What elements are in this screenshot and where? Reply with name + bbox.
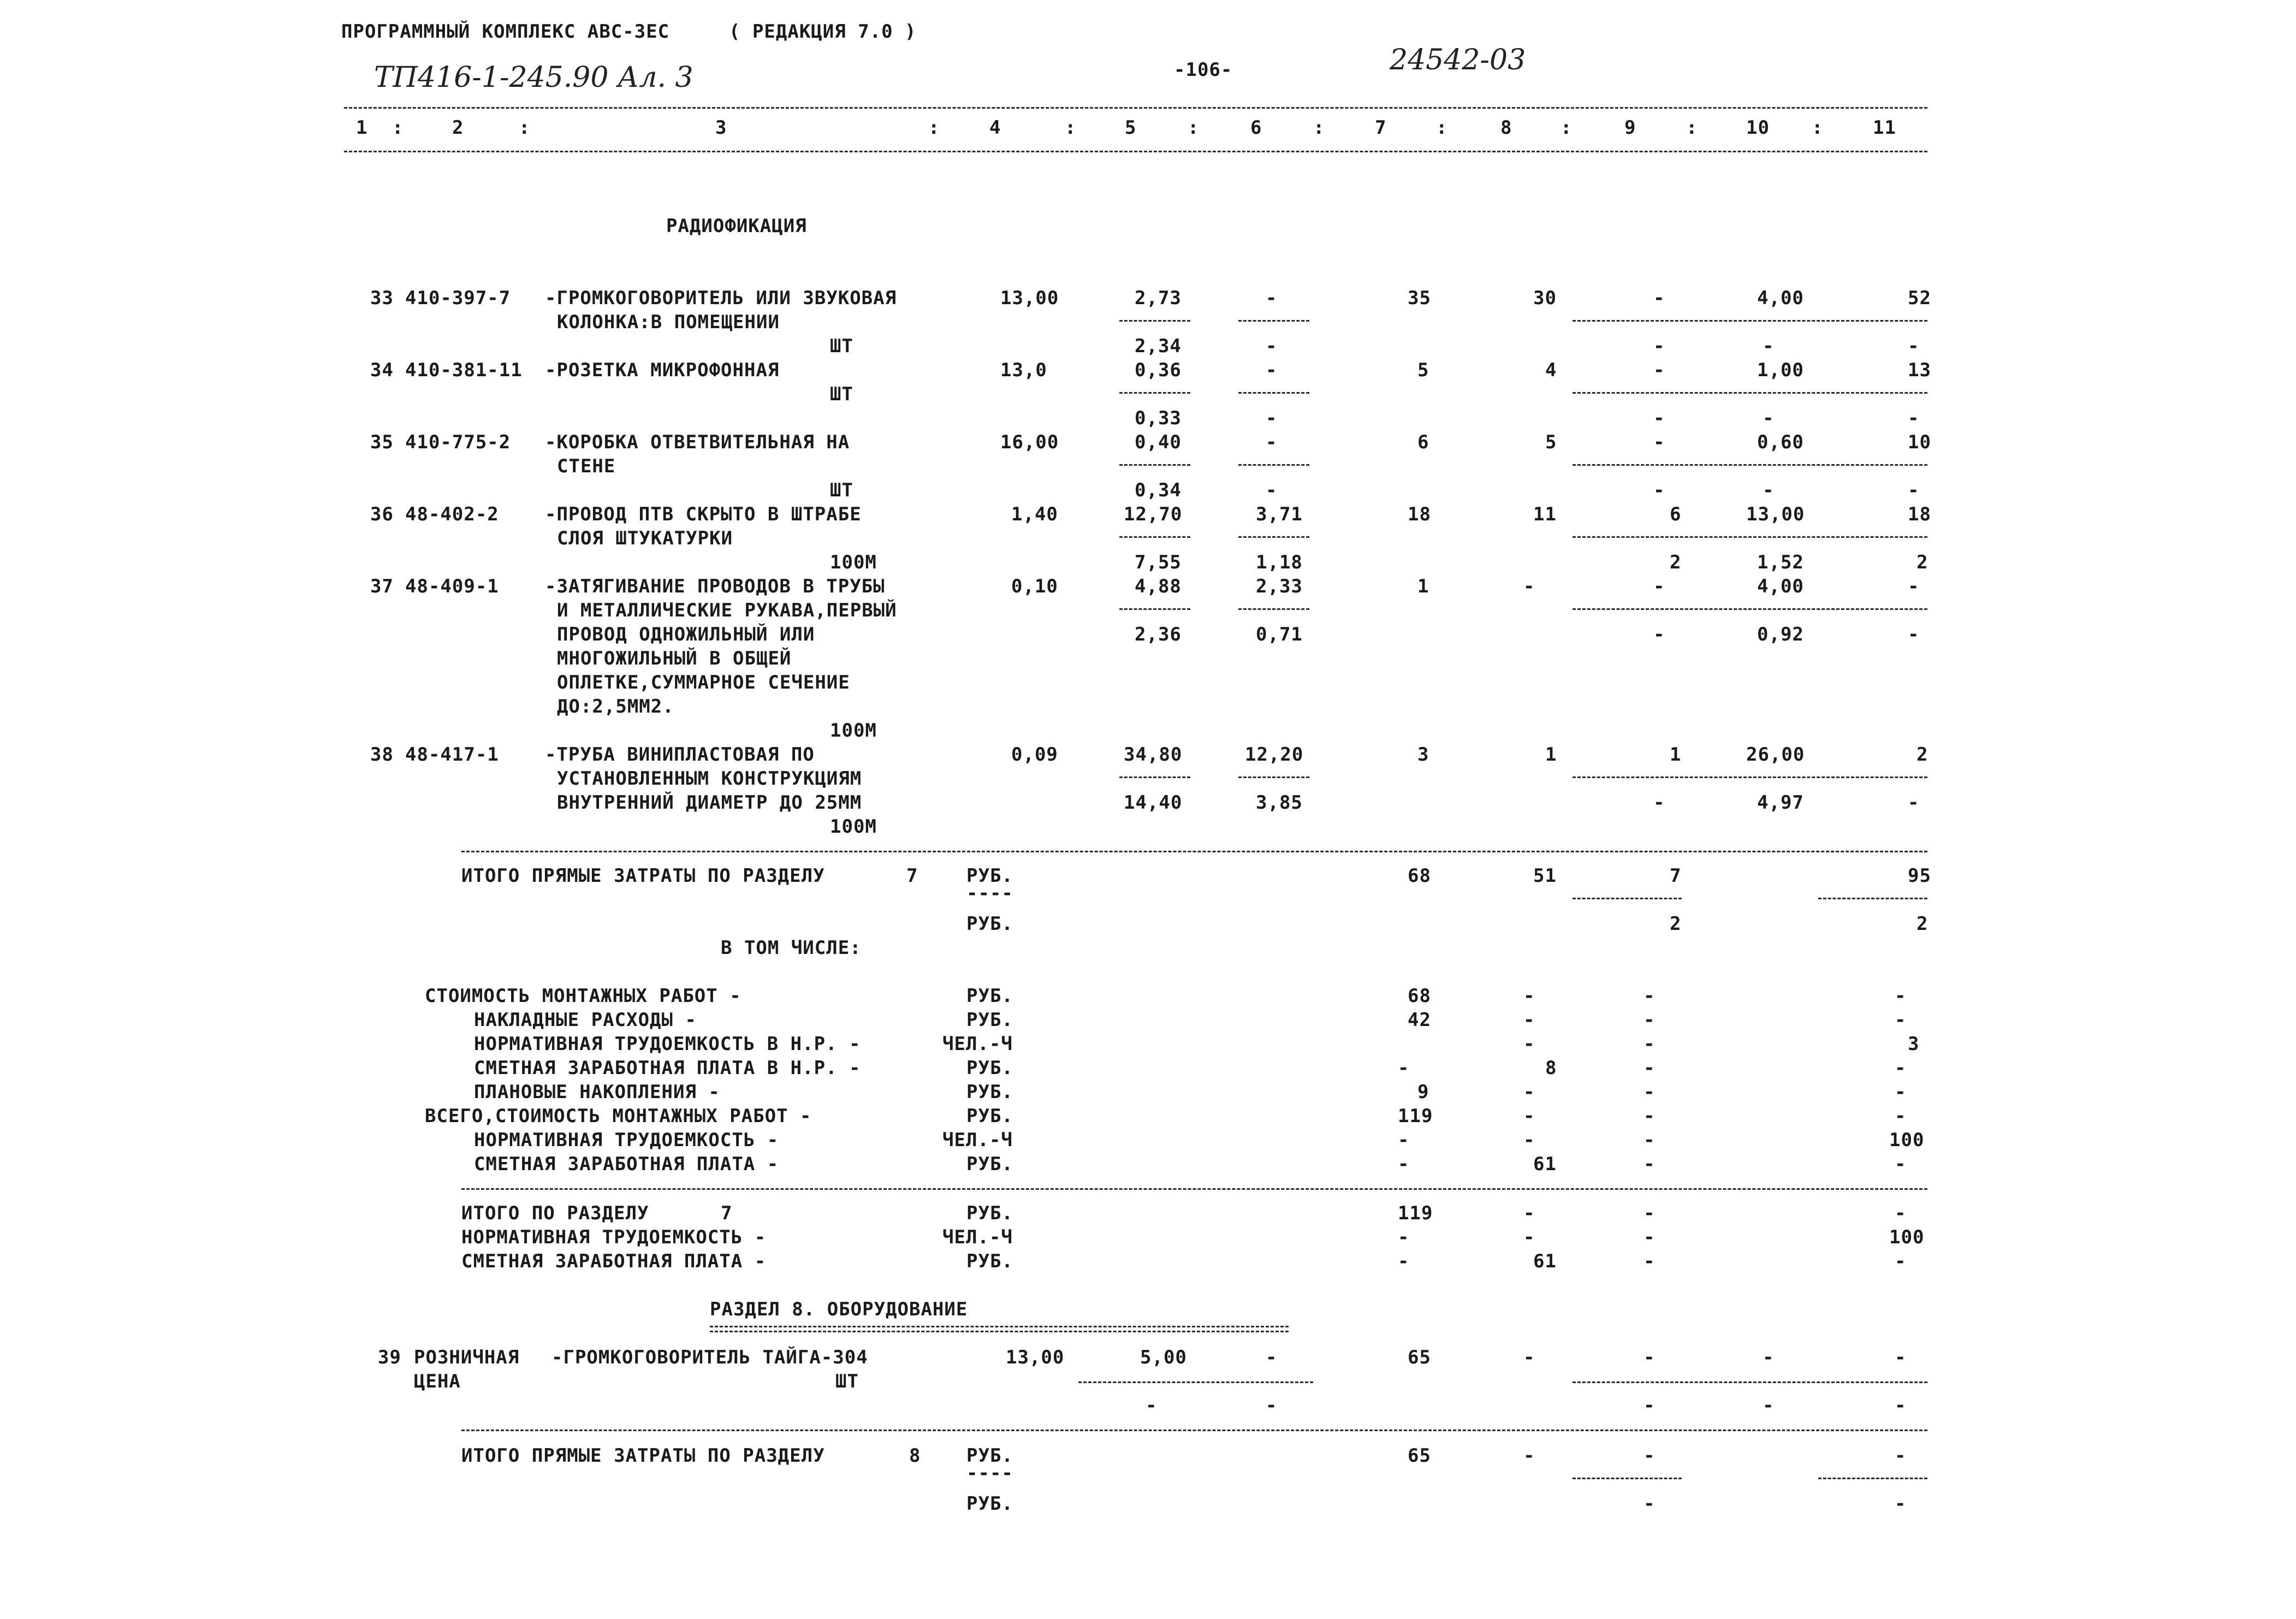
breakdown-c9: - [1644, 1033, 1656, 1055]
norm-code: 410-381-11 [405, 359, 523, 381]
col-sep: : [392, 117, 404, 139]
breakdown-unit: РУБ. [966, 1057, 1013, 1079]
breakdown-unit: РУБ. [966, 985, 1013, 1007]
breakdown-c7: - [1398, 1057, 1410, 1079]
cell-7: 6 [1417, 431, 1429, 453]
section-number: 7 [906, 865, 918, 887]
cell-6: 3,71 [1256, 503, 1303, 525]
cell-9: - [1653, 431, 1665, 453]
unit-separator: ---- [966, 882, 1013, 904]
row-number: 35 [370, 431, 394, 453]
breakdown-c11: 100 [1889, 1129, 1925, 1151]
breakdown-c11: 3 [1908, 1033, 1920, 1055]
description: ОПЛЕТКЕ,СУММАРНОЕ СЕЧЕНИЕ [557, 672, 850, 693]
cell-9b: - [1653, 624, 1665, 645]
cell-9b: - [1644, 1395, 1656, 1416]
cell-divider [1119, 776, 1190, 778]
cell-9b: - [1653, 792, 1665, 814]
cell-divider [1119, 464, 1190, 466]
breakdown-c7: - [1398, 1129, 1410, 1151]
cell-divider [1238, 392, 1309, 394]
col-sep: : [1561, 117, 1573, 139]
cell-divider [1238, 608, 1309, 610]
cell-6: - [1266, 431, 1278, 453]
cell-6b: - [1266, 1395, 1278, 1416]
total-c11: - [1895, 1202, 1907, 1224]
cell-11b: - [1908, 407, 1920, 429]
cell-11b: 2 [1917, 551, 1929, 573]
cell-11: 95 [1908, 865, 1931, 887]
cell-divider [1573, 776, 1927, 778]
page-number: -106- [1174, 59, 1233, 81]
breakdown-label: СТОИМОСТЬ МОНТАЖНЫХ РАБОТ - [425, 985, 741, 1007]
cell-6b: - [1266, 335, 1278, 357]
cell-11: 2 [1917, 744, 1929, 766]
unit: 100М [830, 551, 877, 573]
breakdown-label: СМЕТНАЯ ЗАРАБОТНАЯ ПЛАТА - [474, 1153, 779, 1175]
row-number: 33 [370, 287, 394, 309]
cell-8: - [1523, 1445, 1535, 1467]
cell-10: 0,60 [1757, 431, 1804, 453]
col-9: 9 [1624, 117, 1636, 139]
cell-7: 65 [1408, 1445, 1431, 1467]
breakdown-label: НАКЛАДНЫЕ РАСХОДЫ - [474, 1009, 697, 1031]
total-c8: - [1523, 1202, 1535, 1224]
cell-11b: - [1895, 1395, 1907, 1416]
breakdown-c8: - [1523, 1129, 1535, 1151]
cell-11: 52 [1908, 287, 1931, 309]
section8-title: РАЗДЕЛ 8. ОБОРУДОВАНИЕ [710, 1298, 968, 1320]
col-11: 11 [1873, 117, 1896, 139]
cell-9b: - [1644, 1493, 1656, 1515]
cell-9b: 2 [1670, 551, 1682, 573]
cell-10b: - [1763, 335, 1775, 357]
cell-9: - [1653, 359, 1665, 381]
cell-10b: 1,52 [1757, 551, 1804, 573]
cell-6b: 0,71 [1256, 624, 1303, 645]
cell-divider [1238, 776, 1309, 778]
cell-divider [1573, 1478, 1682, 1479]
cell-divider [1119, 320, 1190, 322]
cell-divider [1573, 608, 1927, 610]
cell-5: 12,70 [1124, 503, 1183, 525]
cell-10: 1,00 [1757, 359, 1804, 381]
cell-11: - [1908, 576, 1920, 597]
description: -ГРОМКОГОВОРИТЕЛЬ ТАЙГА-304 [551, 1347, 868, 1368]
col-2: 2 [452, 117, 464, 139]
total-c8: - [1523, 1226, 1535, 1248]
total-label: ИТОГО ПРЯМЫЕ ЗАТРАТЫ ПО РАЗДЕЛУ [461, 1445, 825, 1467]
cell-10: - [1763, 1347, 1775, 1368]
breakdown-unit: РУБ. [966, 1105, 1013, 1127]
cell-9: - [1644, 1347, 1656, 1368]
cell-11b: - [1908, 792, 1920, 814]
cell-11: 13 [1908, 359, 1931, 381]
cell-10: 4,00 [1757, 287, 1804, 309]
cell-9b: 2 [1670, 913, 1682, 935]
unit: ШТ [830, 383, 853, 405]
breakdown-label: ПЛАНОВЫЕ НАКОПЛЕНИЯ - [474, 1081, 720, 1103]
cell-6: 2,33 [1256, 576, 1303, 597]
cell-8: 11 [1533, 503, 1557, 525]
cell-divider [1818, 898, 1927, 899]
cell-11: 18 [1908, 503, 1931, 525]
description: СТЕНЕ [557, 455, 616, 477]
edition-label: ( РЕДАКЦИЯ 7.0 ) [729, 21, 917, 43]
col-sep: : [1065, 117, 1077, 139]
cell-8: - [1523, 576, 1535, 597]
cell-7: 35 [1408, 287, 1431, 309]
breakdown-c11: - [1895, 1057, 1907, 1079]
total-c7: 119 [1398, 1202, 1433, 1224]
cell-5b: 14,40 [1124, 792, 1183, 814]
header-rule-top [344, 107, 1927, 109]
cell-11b: - [1895, 1493, 1907, 1515]
col-1: 1 [356, 117, 368, 139]
total-label: ИТОГО ПО РАЗДЕЛУ [461, 1202, 649, 1224]
cell-divider [1573, 536, 1927, 538]
cell-5b: 7,55 [1135, 551, 1182, 573]
total-unit: РУБ. [966, 1202, 1013, 1224]
cell-11: - [1895, 1347, 1907, 1368]
cell-9: 1 [1670, 744, 1682, 766]
breakdown-label: ВСЕГО,СТОИМОСТЬ МОНТАЖНЫХ РАБОТ - [425, 1105, 812, 1127]
breakdown-unit: РУБ. [966, 1009, 1013, 1031]
breakdown-c8: - [1523, 1009, 1535, 1031]
total-c8: 61 [1533, 1250, 1557, 1272]
breakdown-c8: - [1523, 1033, 1535, 1055]
cell-6: - [1266, 1347, 1278, 1368]
norm-code: 48-409-1 [405, 576, 499, 597]
cell-9b: - [1653, 479, 1665, 501]
description: СЛОЯ ШТУКАТУРКИ [557, 527, 733, 549]
unit: 100М [830, 816, 877, 838]
cell-5b: 2,34 [1135, 335, 1182, 357]
cell-10b: 4,97 [1757, 792, 1804, 814]
breakdown-c9: - [1644, 1081, 1656, 1103]
cell-10: 4,00 [1757, 576, 1804, 597]
cell-8: 30 [1533, 287, 1557, 309]
cell-7: 3 [1417, 744, 1429, 766]
col-7: 7 [1375, 117, 1387, 139]
cell-6b: 1,18 [1256, 551, 1303, 573]
section-rule [461, 1430, 1927, 1431]
total-label: НОРМАТИВНАЯ ТРУДОЕМКОСТЬ - [461, 1226, 767, 1248]
unit-separator: ---- [966, 1462, 1013, 1484]
total-c11: - [1895, 1250, 1907, 1272]
cell-11b: - [1908, 335, 1920, 357]
col-sep: : [1812, 117, 1824, 139]
cell-7: 1 [1417, 576, 1429, 597]
cell-11b: - [1908, 624, 1920, 645]
cell-8: 4 [1545, 359, 1557, 381]
cell-8: 1 [1545, 744, 1557, 766]
breakdown-c7: 42 [1408, 1009, 1431, 1031]
cell-6b: - [1266, 479, 1278, 501]
unit: ШТ [830, 335, 853, 357]
cell-divider [1573, 898, 1682, 899]
description: -ТРУБА ВИНИПЛАСТОВАЯ ПО [545, 744, 815, 766]
breakdown-c11: - [1895, 985, 1907, 1007]
total-c7: - [1398, 1226, 1410, 1248]
breakdown-c7: - [1398, 1153, 1410, 1175]
cell-7: 18 [1408, 503, 1431, 525]
row-number: 36 [370, 503, 394, 525]
breakdown-c8: - [1523, 1105, 1535, 1127]
breakdown-c11: - [1895, 1105, 1907, 1127]
cell-10b: - [1763, 407, 1775, 429]
description: И МЕТАЛЛИЧЕСКИЕ РУКАВА,ПЕРВЫЙ [557, 600, 897, 621]
cell-11b: - [1908, 479, 1920, 501]
breakdown-unit: РУБ. [966, 1081, 1013, 1103]
cell-11: - [1895, 1445, 1907, 1467]
section-rule [461, 1188, 1927, 1190]
cell-10: 26,00 [1746, 744, 1805, 766]
cell-5b: 2,36 [1135, 624, 1182, 645]
section-number: 7 [721, 1202, 733, 1224]
currency-unit: РУБ. [966, 913, 1013, 935]
total-unit: ЧЕЛ.-Ч [942, 1226, 1013, 1248]
currency-unit: РУБ. [966, 1493, 1013, 1515]
document-code-handwritten: 24542-03 [1390, 44, 1526, 76]
breakdown-label: НОРМАТИВНАЯ ТРУДОЕМКОСТЬ - [474, 1129, 779, 1151]
norm-code: 48-402-2 [405, 503, 499, 525]
total-c9: - [1644, 1250, 1656, 1272]
cell-8: 5 [1545, 431, 1557, 453]
breakdown-unit: ЧЕЛ.-Ч [942, 1129, 1013, 1151]
quantity: 13,00 [1000, 287, 1059, 309]
row-number: 38 [370, 744, 394, 766]
quantity: 1,40 [1011, 503, 1058, 525]
norm-code: 410-775-2 [405, 431, 511, 453]
cell-9b: - [1653, 407, 1665, 429]
quantity: 16,00 [1000, 431, 1059, 453]
description: УСТАНОВЛЕННЫМ КОНСТРУКЦИЯМ [557, 768, 862, 790]
including-label: В ТОМ ЧИСЛЕ: [721, 937, 862, 959]
quantity: 13,0 [1000, 359, 1047, 381]
breakdown-label: НОРМАТИВНАЯ ТРУДОЕМКОСТЬ В Н.Р. - [474, 1033, 861, 1055]
quantity: 13,00 [1006, 1347, 1065, 1368]
breakdown-c9: - [1644, 1009, 1656, 1031]
cell-7: 68 [1408, 865, 1431, 887]
price-type: ЦЕНА [414, 1371, 461, 1392]
cell-6: 12,20 [1245, 744, 1304, 766]
col-4: 4 [989, 117, 1001, 139]
currency-unit: РУБ. [966, 865, 1013, 887]
cell-6b: - [1266, 407, 1278, 429]
cell-divider [1573, 1381, 1927, 1383]
cell-divider [1573, 464, 1927, 466]
cell-divider [1573, 392, 1927, 394]
cell-5: 5,00 [1140, 1347, 1187, 1368]
cell-11b: 2 [1917, 913, 1929, 935]
col-10: 10 [1746, 117, 1770, 139]
project-code-handwritten: ТП416-1-245.90 Ал. 3 [374, 61, 693, 94]
header-rule-bottom [344, 151, 1927, 152]
section-number: 8 [909, 1445, 921, 1467]
cell-5: 2,73 [1135, 287, 1182, 309]
breakdown-c11: - [1895, 1081, 1907, 1103]
col-5: 5 [1125, 117, 1137, 139]
breakdown-c11: - [1895, 1153, 1907, 1175]
breakdown-c8: - [1523, 985, 1535, 1007]
row-number: 34 [370, 359, 394, 381]
unit: ШТ [835, 1371, 859, 1392]
cell-10: 13,00 [1746, 503, 1805, 525]
norm-code: 48-417-1 [405, 744, 499, 766]
cell-5: 0,40 [1135, 431, 1182, 453]
row-number: 39 [378, 1347, 401, 1368]
breakdown-unit: ЧЕЛ.-Ч [942, 1033, 1013, 1055]
col-sep: : [1436, 117, 1448, 139]
cell-divider [1238, 320, 1309, 322]
cell-divider [1238, 536, 1309, 538]
description: ДО:2,5ММ2. [557, 696, 674, 717]
total-unit: РУБ. [966, 1250, 1013, 1272]
cell-7: 5 [1417, 359, 1429, 381]
cell-divider [1238, 464, 1309, 466]
section-rule [461, 851, 1927, 852]
col-sep: : [1686, 117, 1698, 139]
cell-9: - [1644, 1445, 1656, 1467]
cell-6: - [1266, 359, 1278, 381]
cell-divider [1078, 1381, 1313, 1383]
description: МНОГОЖИЛЬНЫЙ В ОБЩЕЙ [557, 648, 792, 669]
breakdown-c8: 61 [1533, 1153, 1557, 1175]
cell-9: - [1653, 287, 1665, 309]
breakdown-c8: - [1523, 1081, 1535, 1103]
breakdown-c7: 9 [1417, 1081, 1429, 1103]
unit: ШТ [830, 479, 853, 501]
breakdown-c11: - [1895, 1009, 1907, 1031]
breakdown-c8: 8 [1545, 1057, 1557, 1079]
description: -ПРОВОД ПТВ СКРЫТО В ШТРАБЕ [545, 503, 862, 525]
cell-divider [1119, 536, 1190, 538]
cell-divider [1119, 608, 1190, 610]
cell-divider [1573, 320, 1927, 322]
cell-divider [1818, 1478, 1927, 1479]
program-title: ПРОГРАММНЫЙ КОМПЛЕКС АВС-3ЕС [341, 21, 670, 43]
section-title: РАДИОФИКАЦИЯ [666, 215, 807, 237]
total-c11: 100 [1889, 1226, 1925, 1248]
col-6: 6 [1250, 117, 1262, 139]
price-type: РОЗНИЧНАЯ [414, 1347, 520, 1368]
breakdown-c9: - [1644, 985, 1656, 1007]
cell-5b: 0,34 [1135, 479, 1182, 501]
description: КОЛОНКА:В ПОМЕЩЕНИИ [557, 311, 780, 333]
cell-11: 10 [1908, 431, 1931, 453]
cell-8: - [1523, 1347, 1535, 1368]
cell-5: 0,36 [1135, 359, 1182, 381]
cell-5b: - [1146, 1395, 1158, 1416]
total-c7: - [1398, 1250, 1410, 1272]
breakdown-c9: - [1644, 1129, 1656, 1151]
cell-divider [1119, 392, 1190, 394]
cell-5: 4,88 [1135, 576, 1182, 597]
cell-9: - [1653, 576, 1665, 597]
breakdown-c9: - [1644, 1057, 1656, 1079]
cell-9: 7 [1670, 865, 1682, 887]
cell-9: 6 [1670, 503, 1682, 525]
col-8: 8 [1500, 117, 1512, 139]
row-number: 37 [370, 576, 394, 597]
description: -ЗАТЯГИВАНИЕ ПРОВОДОВ В ТРУБЫ [545, 576, 885, 597]
breakdown-c7: 119 [1398, 1105, 1433, 1127]
section8-double-rule [710, 1326, 1289, 1332]
cell-10b: 0,92 [1757, 624, 1804, 645]
cell-6b: 3,85 [1256, 792, 1303, 814]
description: -ГРОМКОГОВОРИТЕЛЬ ИЛИ ЗВУКОВАЯ [545, 287, 897, 309]
col-sep: : [928, 117, 940, 139]
norm-code: 410-397-7 [405, 287, 511, 309]
breakdown-c9: - [1644, 1105, 1656, 1127]
cell-10b: - [1763, 479, 1775, 501]
description: -КОРОБКА ОТВЕТВИТЕЛЬНАЯ НА [545, 431, 850, 453]
description: -РОЗЕТКА МИКРОФОННАЯ [545, 359, 780, 381]
quantity: 0,10 [1011, 576, 1058, 597]
description: ВНУТРЕННИЙ ДИАМЕТР ДО 25ММ [557, 792, 862, 814]
breakdown-c9: - [1644, 1153, 1656, 1175]
unit: 100М [830, 720, 877, 742]
cell-9b: - [1653, 335, 1665, 357]
cell-6: - [1266, 287, 1278, 309]
description: ПРОВОД ОДНОЖИЛЬНЫЙ ИЛИ [557, 624, 815, 645]
col-sep: : [519, 117, 531, 139]
breakdown-unit: РУБ. [966, 1153, 1013, 1175]
breakdown-label: СМЕТНАЯ ЗАРАБОТНАЯ ПЛАТА В Н.Р. - [474, 1057, 861, 1079]
cell-5b: 0,33 [1135, 407, 1182, 429]
cell-10b: - [1763, 1395, 1775, 1416]
total-c9: - [1644, 1202, 1656, 1224]
col-sep: : [1188, 117, 1200, 139]
col-sep: : [1313, 117, 1325, 139]
cell-8: 51 [1533, 865, 1557, 887]
total-c9: - [1644, 1226, 1656, 1248]
cell-5: 34,80 [1124, 744, 1183, 766]
quantity: 0,09 [1011, 744, 1058, 766]
breakdown-c7: 68 [1408, 985, 1431, 1007]
currency-unit: РУБ. [966, 1445, 1013, 1467]
total-label: ИТОГО ПРЯМЫЕ ЗАТРАТЫ ПО РАЗДЕЛУ [461, 865, 825, 887]
cell-7: 65 [1408, 1347, 1431, 1368]
total-label: СМЕТНАЯ ЗАРАБОТНАЯ ПЛАТА - [461, 1250, 767, 1272]
col-3: 3 [715, 117, 727, 139]
